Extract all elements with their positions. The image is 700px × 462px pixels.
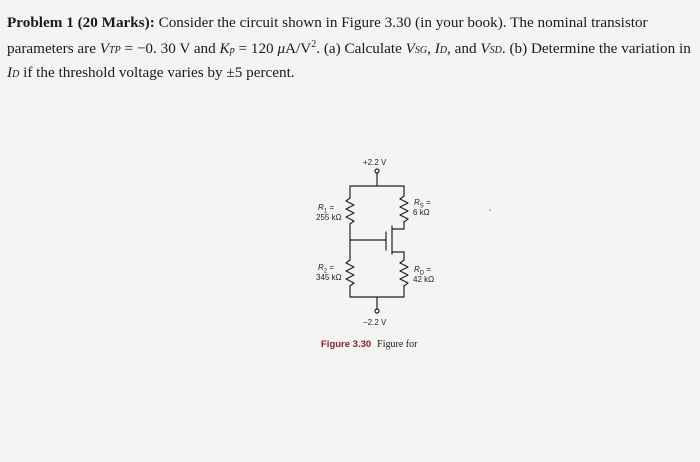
r1-label: $R_1$ = bbox=[318, 203, 335, 215]
r2-value: 345 kΩ bbox=[316, 273, 342, 282]
figure-number: Figure 3.30 bbox=[321, 339, 372, 350]
symbol-vsg: V bbox=[405, 40, 415, 58]
r1-value: 255 kΩ bbox=[316, 213, 342, 222]
rd-label: $R_D$ = bbox=[414, 265, 432, 277]
resistor-r2 bbox=[346, 260, 354, 286]
r2-label: $R_2$ = bbox=[318, 263, 335, 275]
rs-label: $R_S$ = bbox=[414, 198, 431, 210]
speck bbox=[489, 209, 491, 211]
resistor-r1 bbox=[346, 198, 354, 224]
figure-caption bbox=[321, 339, 417, 350]
symbol-vsd-sub: SD bbox=[489, 45, 502, 57]
supply-top-label: +2.2 V bbox=[363, 158, 387, 167]
symbol-vtp: V bbox=[99, 40, 110, 58]
figure-caption-text: Figure for bbox=[377, 339, 418, 350]
symbol-kp: K bbox=[219, 40, 230, 58]
rs-value: 6 kΩ bbox=[413, 208, 430, 217]
problem-text: = 120 bbox=[234, 40, 278, 58]
problem-text: , bbox=[427, 40, 435, 58]
problem-text: Consider the circuit shown in Figure 3.30 (in your book). The nominal transistor parameters are bbox=[7, 14, 648, 58]
problem-text: , and bbox=[447, 40, 481, 58]
problem-text: if the threshold voltage varies by ±5 percent. bbox=[19, 64, 295, 82]
resistor-rs bbox=[400, 196, 408, 222]
resistor-rd bbox=[400, 260, 408, 286]
symbol-id-sub: D bbox=[439, 45, 448, 57]
superscript-2: 2 bbox=[311, 39, 317, 50]
symbol-vtp-sub: TP bbox=[109, 45, 121, 57]
supply-bottom-label: −2.2 V bbox=[363, 318, 387, 327]
symbol-id: I bbox=[7, 64, 13, 82]
problem-heading: Problem 1 (20 Marks): bbox=[7, 14, 155, 31]
supply-bottom-node bbox=[375, 309, 379, 313]
symbol-vsd: V bbox=[480, 40, 490, 58]
problem-text: . (b) Determine the variation in bbox=[501, 40, 691, 58]
symbol-kp-sub: p bbox=[229, 45, 235, 57]
problem-text: = −0. 30 V and bbox=[120, 40, 220, 58]
problem-text: . (a) Calculate bbox=[316, 40, 406, 58]
rd-value: 42 kΩ bbox=[413, 275, 435, 284]
symbol-mu: μ bbox=[277, 40, 286, 58]
symbol-id-sub: D bbox=[12, 69, 20, 81]
symbol-vsg-sub: SG bbox=[414, 45, 428, 57]
problem-text: A/V bbox=[285, 40, 312, 58]
symbol-id: I bbox=[434, 40, 440, 58]
